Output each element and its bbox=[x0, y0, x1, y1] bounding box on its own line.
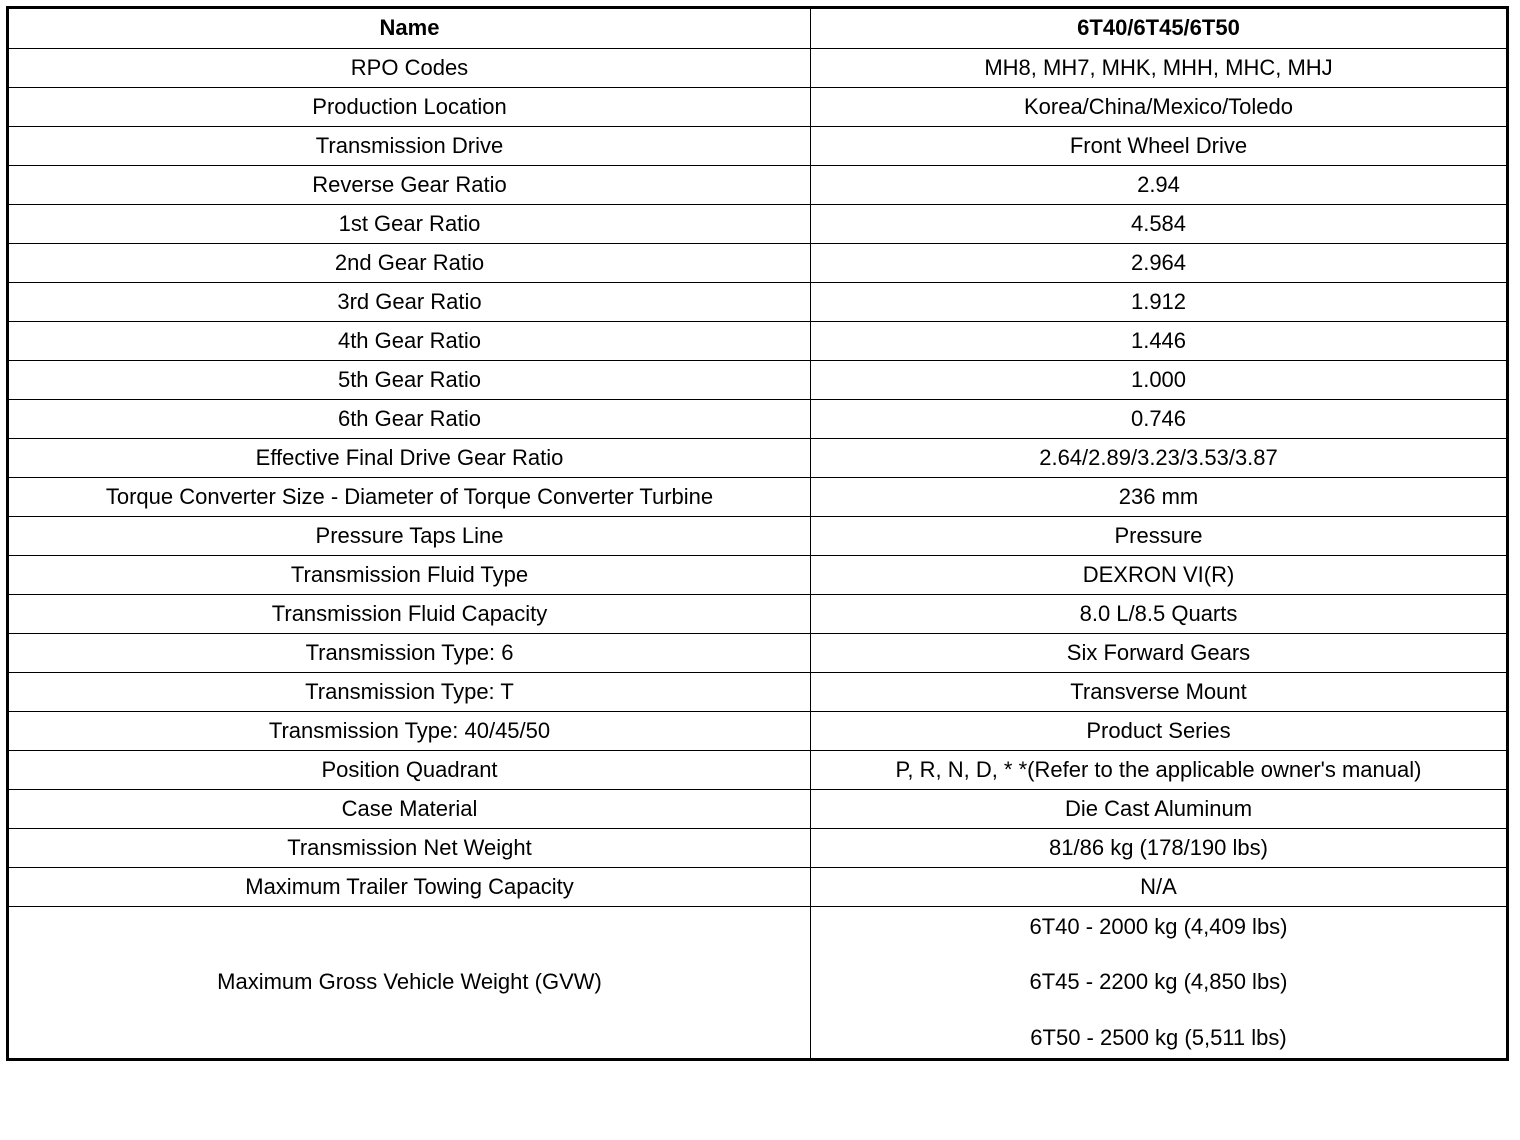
table-row bbox=[8, 790, 1508, 829]
table-row bbox=[8, 88, 1508, 127]
gvw-values bbox=[811, 907, 1508, 1060]
row-value: 1.446 bbox=[811, 322, 1508, 361]
table-row bbox=[8, 244, 1508, 283]
row-value: 1.912 bbox=[811, 283, 1508, 322]
row-value: Korea/China/Mexico/Toledo bbox=[811, 88, 1508, 127]
table-row bbox=[8, 166, 1508, 205]
row-value: N/A bbox=[811, 868, 1508, 907]
row-name: 3rd Gear Ratio bbox=[8, 283, 811, 322]
row-value: 8.0 L/8.5 Quarts bbox=[811, 595, 1508, 634]
row-name: Pressure Taps Line bbox=[8, 517, 811, 556]
table-row bbox=[8, 127, 1508, 166]
gvw-name: Maximum Gross Vehicle Weight (GVW) bbox=[8, 907, 811, 1060]
table-row bbox=[8, 712, 1508, 751]
table-row bbox=[8, 829, 1508, 868]
table-body bbox=[8, 49, 1508, 1060]
row-name: Position Quadrant bbox=[8, 751, 811, 790]
row-value: P, R, N, D, * *(Refer to the applicable owner's manual) bbox=[811, 751, 1508, 790]
spec-table bbox=[6, 6, 1509, 1061]
table-row bbox=[8, 556, 1508, 595]
row-name: Reverse Gear Ratio bbox=[8, 166, 811, 205]
table-row bbox=[8, 205, 1508, 244]
row-name: Transmission Type: T bbox=[8, 673, 811, 712]
row-value: Pressure bbox=[811, 517, 1508, 556]
table-header-row bbox=[8, 8, 1508, 49]
row-name: Transmission Type: 40/45/50 bbox=[8, 712, 811, 751]
row-value: 4.584 bbox=[811, 205, 1508, 244]
table-row-gvw bbox=[8, 907, 1508, 1060]
row-value: 2.94 bbox=[811, 166, 1508, 205]
row-value: DEXRON VI(R) bbox=[811, 556, 1508, 595]
table-row bbox=[8, 400, 1508, 439]
gvw-value-6t50: 6T50 - 2500 kg (5,511 lbs) bbox=[1030, 1024, 1287, 1050]
row-value: 1.000 bbox=[811, 361, 1508, 400]
table-row bbox=[8, 634, 1508, 673]
table-row bbox=[8, 751, 1508, 790]
row-value: Six Forward Gears bbox=[811, 634, 1508, 673]
gvw-value-6t45: 6T45 - 2200 kg (4,850 lbs) bbox=[1029, 969, 1288, 995]
table-row bbox=[8, 673, 1508, 712]
row-name: Transmission Fluid Capacity bbox=[8, 595, 811, 634]
header-value: 6T40/6T45/6T50 bbox=[811, 8, 1508, 49]
row-value: 2.64/2.89/3.23/3.53/3.87 bbox=[811, 439, 1508, 478]
table-row bbox=[8, 49, 1508, 88]
row-name: Case Material bbox=[8, 790, 811, 829]
row-name: Production Location bbox=[8, 88, 811, 127]
table-row bbox=[8, 595, 1508, 634]
row-value: Front Wheel Drive bbox=[811, 127, 1508, 166]
gvw-value-6t40: 6T40 - 2000 kg (4,409 lbs) bbox=[1029, 914, 1288, 940]
row-value: Transverse Mount bbox=[811, 673, 1508, 712]
table-row bbox=[8, 439, 1508, 478]
row-name: Transmission Net Weight bbox=[8, 829, 811, 868]
table-row bbox=[8, 322, 1508, 361]
row-name: Transmission Fluid Type bbox=[8, 556, 811, 595]
row-name: 1st Gear Ratio bbox=[8, 205, 811, 244]
row-name: Effective Final Drive Gear Ratio bbox=[8, 439, 811, 478]
row-value: Product Series bbox=[811, 712, 1508, 751]
table-row bbox=[8, 478, 1508, 517]
row-name: 5th Gear Ratio bbox=[8, 361, 811, 400]
row-name: 4th Gear Ratio bbox=[8, 322, 811, 361]
row-name: 2nd Gear Ratio bbox=[8, 244, 811, 283]
row-name: Transmission Type: 6 bbox=[8, 634, 811, 673]
row-value: MH8, MH7, MHK, MHH, MHC, MHJ bbox=[811, 49, 1508, 88]
table-row bbox=[8, 283, 1508, 322]
table-row bbox=[8, 517, 1508, 556]
row-value: 2.964 bbox=[811, 244, 1508, 283]
row-name: Maximum Trailer Towing Capacity bbox=[8, 868, 811, 907]
row-name: Transmission Drive bbox=[8, 127, 811, 166]
table-row bbox=[8, 868, 1508, 907]
row-name: 6th Gear Ratio bbox=[8, 400, 811, 439]
row-value: 0.746 bbox=[811, 400, 1508, 439]
row-value: 236 mm bbox=[811, 478, 1508, 517]
row-name: RPO Codes bbox=[8, 49, 811, 88]
row-value: Die Cast Aluminum bbox=[811, 790, 1508, 829]
row-value: 81/86 kg (178/190 lbs) bbox=[811, 829, 1508, 868]
row-name: Torque Converter Size - Diameter of Torque Converter Turbine bbox=[8, 478, 811, 517]
header-name: Name bbox=[8, 8, 811, 49]
table-row bbox=[8, 361, 1508, 400]
